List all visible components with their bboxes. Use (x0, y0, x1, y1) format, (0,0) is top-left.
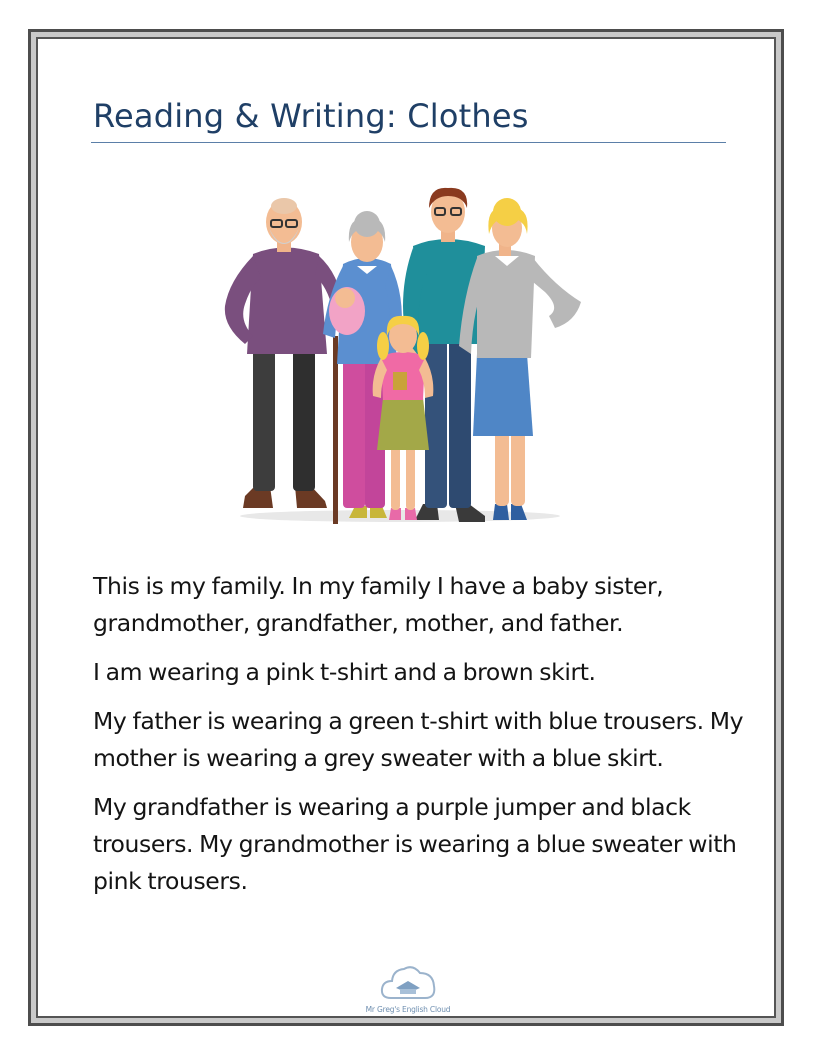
paragraph-parents: My father is wearing a green t-shirt with blue trousers. My mother is wearing a grey sweater with a blue skirt. (93, 707, 744, 772)
brand-logo-text: Mr Greg's English Cloud (365, 1005, 451, 1014)
paragraph-family: This is my family. In my family I have a baby sister, grandmother, grandfather, mother, and father. (93, 572, 664, 637)
paragraph-grandparents: My grandfather is wearing a purple jumper and black trousers. My grandmother is wearing a blue sweater with pink trousers. (93, 793, 737, 895)
cloud-icon (379, 960, 437, 1004)
page-title: Reading & Writing: Clothes (93, 97, 529, 135)
grandfather-figure (225, 198, 343, 508)
title-underline (91, 142, 726, 143)
family-illustration (215, 186, 590, 528)
paragraph-me: I am wearing a pink t-shirt and a brown skirt. (93, 658, 596, 686)
story-text (93, 568, 753, 912)
brand-logo (352, 960, 464, 1020)
